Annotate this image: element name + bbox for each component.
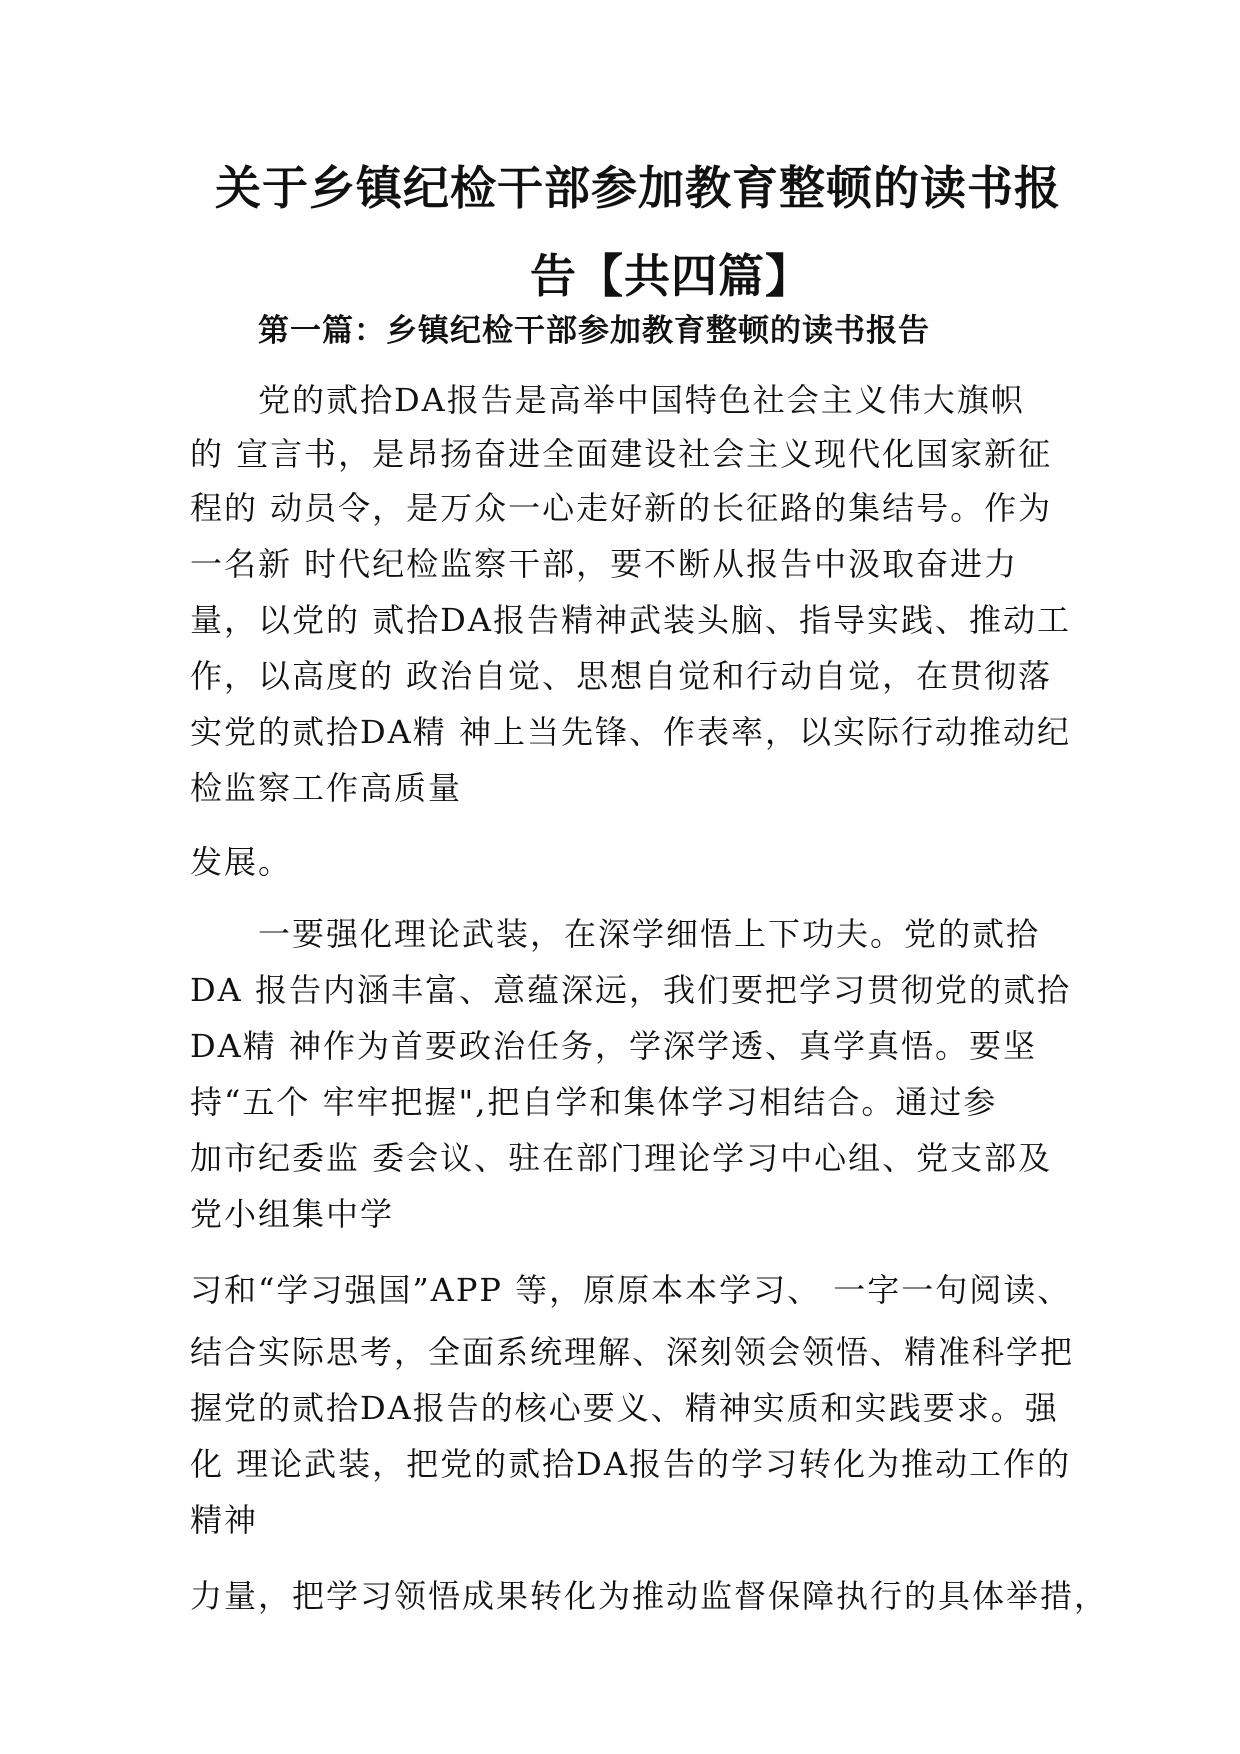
body-text-line: 党小组集中学 [190,1195,395,1233]
document-title-line-1: 关于乡镇纪检干部参加教育整顿的读书报 [215,161,1061,215]
body-text-line: 量，以党的 贰拾DA报告精神武装头脑、指导实践、推动工 [190,601,1071,639]
body-text-line: 持“五个 牢牢把握",把自学和集体学习相结合。通过参 [190,1083,998,1121]
body-text-line: 的 宣言书，是昂扬奋进全面建设社会主义现代化国家新征 [190,435,1053,473]
body-text-line: 习和“学习强国”APP 等，原原本本学习、 一字一句阅读、 [190,1271,1072,1309]
body-text-line: 发展。 [190,843,293,881]
body-text-line: 实党的贰拾DA精 神上当先锋、作表率，以实际行动推动纪 [190,713,1071,751]
body-text-line: 握党的贰拾DA报告的核心要义、精神实质和实践要求。强 [190,1389,1059,1427]
body-text-line: 力量，把学习领悟成果转化为推动监督保障执行的具体举措， [190,1577,1109,1615]
document-title-line-2: 告【共四篇】 [530,249,812,303]
body-text-line: 化 理论武装，把党的贰拾DA报告的学习转化为推动工作的 [190,1445,1071,1483]
body-text-line: DA精 神作为首要政治任务，学深学透、真学真悟。要坚 [190,1027,1037,1065]
body-text-line: DA 报告内涵丰富、意蕴深远，我们要把学习贯彻党的贰拾 [190,971,1071,1009]
body-text-line: 加市纪委监 委会议、驻在部门理论学习中心组、党支部及 [190,1139,1053,1177]
chapter-subtitle: 第一篇：乡镇纪检干部参加教育整顿的读书报告 [258,313,930,349]
body-text-line: 程的 动员令，是万众一心走好新的长征路的集结号。作为 [190,489,1053,527]
body-text-line: 精神 [190,1501,259,1539]
body-text-line: 党的贰拾DA报告是高举中国特色社会主义伟大旗帜 [258,381,1025,419]
body-text-line: 一名新 时代纪检监察干部，要不断从报告中汲取奋进力 [190,545,1019,583]
body-text-line: 一要强化理论武装，在深学细悟上下功夫。党的贰拾 [258,915,1041,953]
body-text-line: 作，以高度的 政治自觉、思想自觉和行动自觉，在贯彻落 [190,657,1053,695]
body-text-line: 检监察工作高质量 [190,769,463,807]
body-text-line: 结合实际思考，全面系统理解、深刻领会领悟、精准科学把 [190,1333,1075,1371]
